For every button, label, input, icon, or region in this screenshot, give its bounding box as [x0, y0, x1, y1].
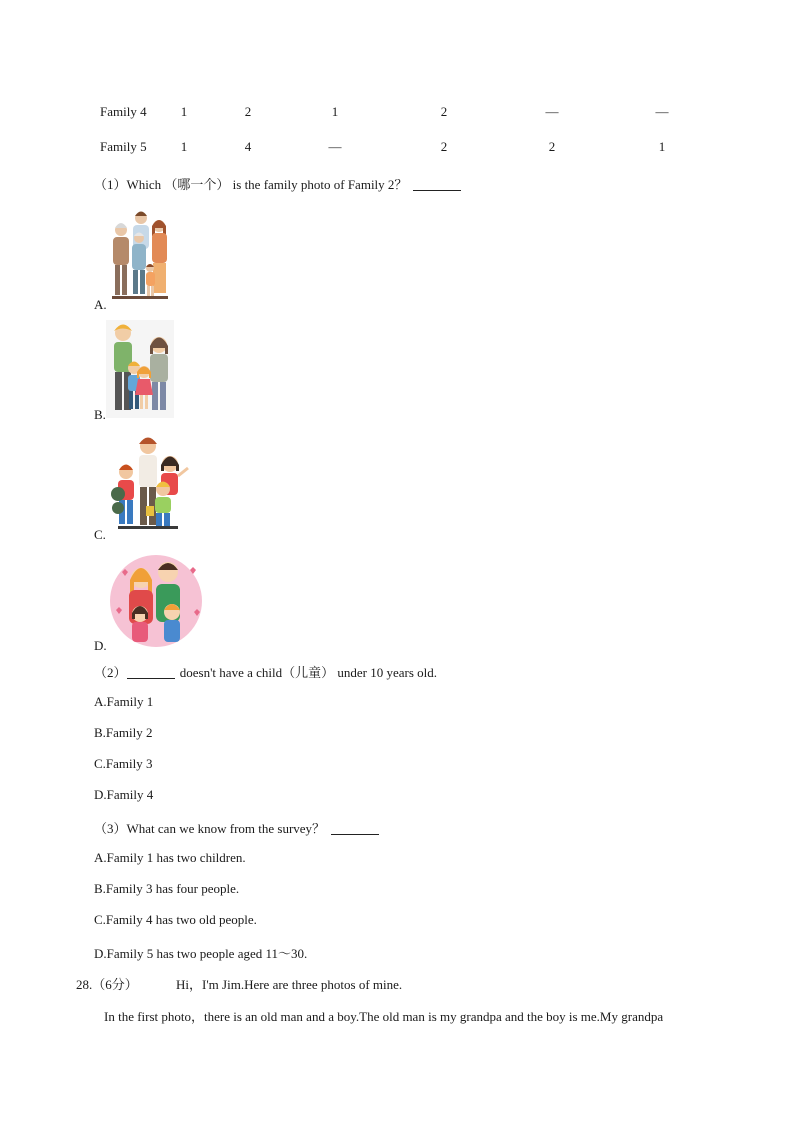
q3-option-b[interactable]: B.Family 3 has four people.	[94, 881, 240, 896]
family-photo-c	[108, 436, 192, 534]
q2-option-a[interactable]: A.Family 1	[94, 694, 154, 709]
table-cell: 1	[180, 104, 188, 119]
table-cell: —	[545, 104, 559, 119]
question-2	[94, 662, 437, 681]
question-1-text: （1）Which （哪一个） is the family photo of Family 2？	[94, 177, 408, 192]
table-cell: 4	[244, 139, 252, 154]
table-cell: 1	[331, 104, 339, 119]
question-1	[94, 174, 461, 193]
question-2-number: （2）	[94, 665, 127, 680]
question-28-intro: Hi，I'm Jim.Here are three photos of mine.	[176, 977, 403, 992]
table-cell: 1	[180, 139, 188, 154]
question-2-text: doesn't have a child（儿童） under 10 years old.	[179, 665, 437, 680]
q2-option-d[interactable]: D.Family 4	[94, 787, 154, 802]
q1-option-c[interactable]: C.	[94, 527, 106, 542]
question-3-text: （3）What can we know from the survey？	[94, 821, 326, 836]
question-28-number: 28.（6分）	[76, 977, 138, 992]
family-photo-b	[106, 320, 174, 418]
table-cell: 2	[440, 104, 448, 119]
q3-option-d[interactable]: D.Family 5 has two people aged 11～30.	[94, 946, 308, 961]
table-cell: Family 5	[100, 139, 147, 154]
table-row-family-4	[0, 104, 794, 124]
family-photo-a	[108, 208, 174, 304]
table-cell: —	[328, 139, 342, 154]
q1-option-d[interactable]: D.	[94, 638, 107, 653]
question-28-passage: In the first photo，there is an old man and a boy.The old man is my grandpa and the boy is me.My grandpa	[104, 1009, 664, 1024]
q2-option-c[interactable]: C.Family 3	[94, 756, 153, 771]
answer-blank[interactable]	[127, 665, 175, 679]
table-row-family-5	[0, 139, 794, 159]
answer-blank[interactable]	[413, 177, 461, 191]
table-cell: 2	[548, 139, 556, 154]
table-cell: —	[655, 104, 669, 119]
table-cell: 2	[440, 139, 448, 154]
q1-option-a[interactable]: A.	[94, 297, 107, 312]
q3-option-c[interactable]: C.Family 4 has two old people.	[94, 912, 257, 927]
family-photo-d	[108, 552, 206, 648]
q1-option-b[interactable]: B.	[94, 407, 106, 422]
question-3	[94, 818, 379, 837]
answer-blank[interactable]	[331, 821, 379, 835]
table-cell: 1	[658, 139, 666, 154]
q3-option-a[interactable]: A.Family 1 has two children.	[94, 850, 246, 865]
table-cell: Family 4	[100, 104, 147, 119]
q2-option-b[interactable]: B.Family 2	[94, 725, 153, 740]
table-cell: 2	[244, 104, 252, 119]
